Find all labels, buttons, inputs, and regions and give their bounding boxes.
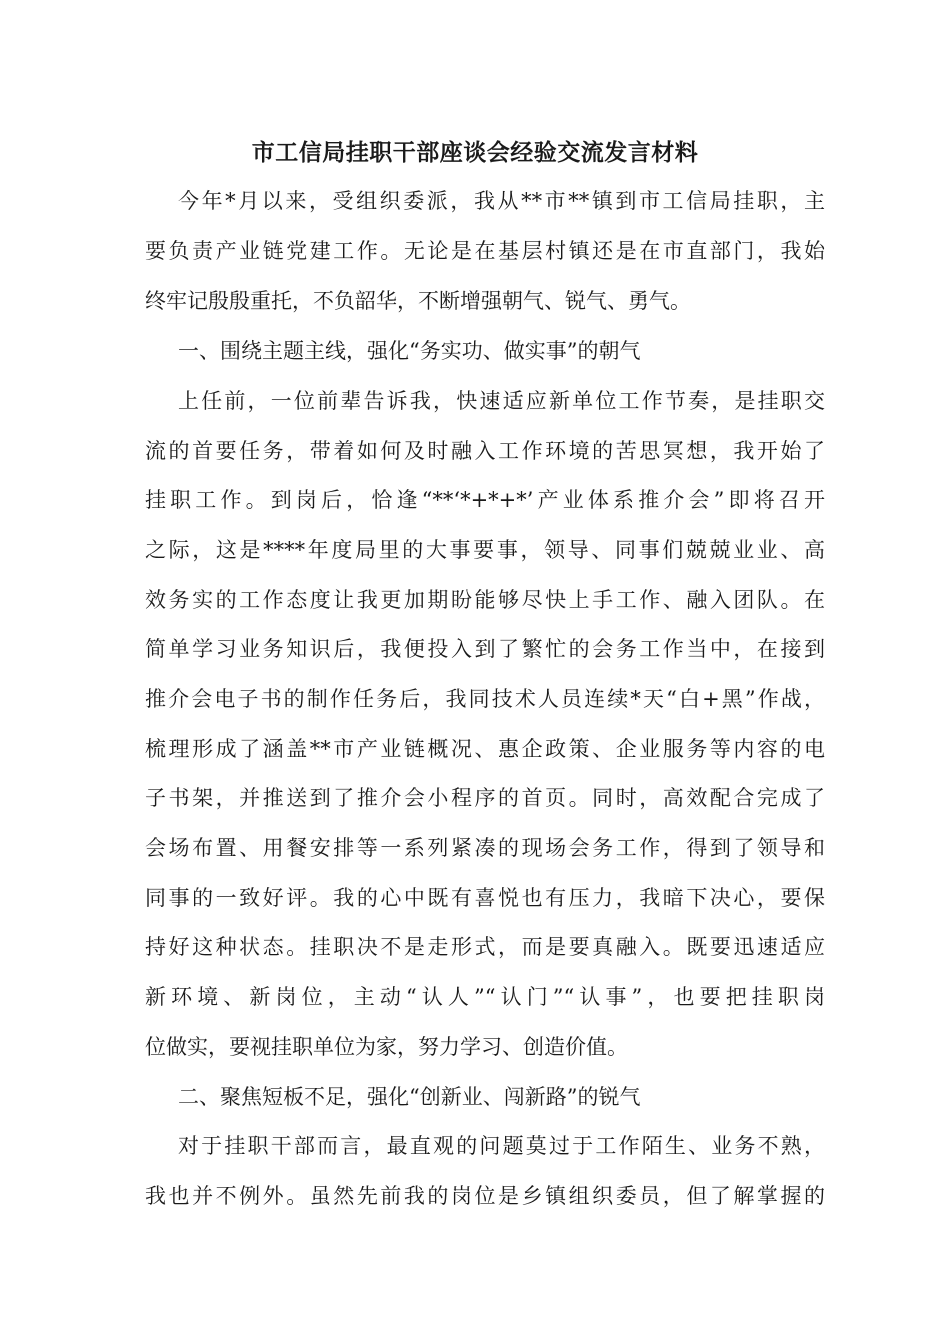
paragraph-line: 新环境、新岗位，主动“认人”“认门”“认事”，也要把挂职岗 xyxy=(145,985,825,1009)
paragraph-line: 子书架，并推送到了推介会小程序的首页。同时，高效配合完成了 xyxy=(145,786,825,810)
paragraph-line: 简单学习业务知识后，我便投入到了繁忙的会务工作当中，在接到 xyxy=(145,637,825,661)
section-heading-1: 一、围绕主题主线，强化“务实功、做实事”的朝气 xyxy=(178,339,641,363)
paragraph-line: 流的首要任务，带着如何及时融入工作环境的苦思冥想，我开始了 xyxy=(145,439,825,463)
paragraph-line: 效务实的工作态度让我更加期盼能够尽快上手工作、融入团队。在 xyxy=(145,588,825,612)
paragraph-line: 推介会电子书的制作任务后，我同技术人员连续*天“白+黑”作战， xyxy=(145,687,825,711)
paragraph-line: 上任前，一位前辈告诉我，快速适应新单位工作节奏，是挂职交 xyxy=(178,389,825,413)
paragraph-line: 要负责产业链党建工作。无论是在基层村镇还是在市直部门，我始 xyxy=(145,239,825,263)
paragraph-line: 对于挂职干部而言，最直观的问题莫过于工作陌生、业务不熟， xyxy=(178,1134,825,1158)
paragraph-line: 位做实，要视挂职单位为家，努力学习、创造价值。 xyxy=(145,1035,628,1059)
paragraph-line: 今年*月以来，受组织委派，我从**市**镇到市工信局挂职，主 xyxy=(178,189,825,213)
paragraph-line: 之际，这是****年度局里的大事要事，领导、同事们兢兢业业、高 xyxy=(145,538,825,562)
paragraph-line: 终牢记殷殷重托，不负韶华，不断增强朝气、锐气、勇气。 xyxy=(145,289,691,313)
paragraph-line: 会场布置、用餐安排等一系列紧凑的现场会务工作，得到了领导和 xyxy=(145,836,825,860)
paragraph-line: 持好这种状态。挂职决不是走形式，而是要真融入。既要迅速适应 xyxy=(145,935,825,959)
document-title: 市工信局挂职干部座谈会经验交流发言材料 xyxy=(251,140,699,166)
paragraph-line: 梳理形成了涵盖**市产业链概况、惠企政策、企业服务等内容的电 xyxy=(145,737,825,761)
paragraph-line: 我也并不例外。虽然先前我的岗位是乡镇组织委员，但了解掌握的 xyxy=(145,1184,825,1208)
section-heading-2: 二、聚焦短板不足，强化“创新业、闯新路”的锐气 xyxy=(178,1085,641,1109)
paragraph-line: 同事的一致好评。我的心中既有喜悦也有压力，我暗下决心，要保 xyxy=(145,886,825,910)
paragraph-line: 挂职工作。到岗后，恰逢“**‘*+*+*’产业体系推介会”即将召开 xyxy=(145,488,825,512)
